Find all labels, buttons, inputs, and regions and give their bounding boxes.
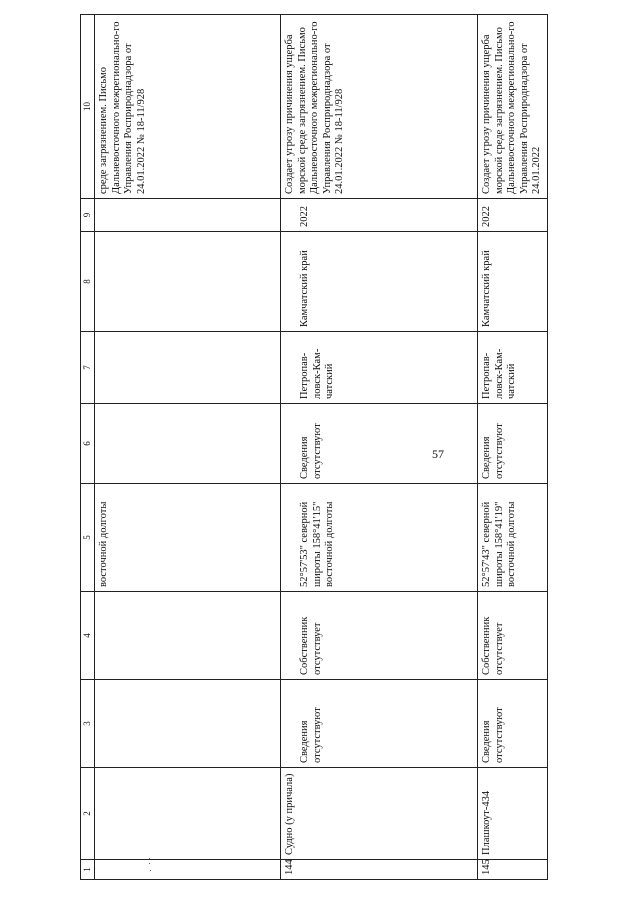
column-header: 1: [81, 860, 95, 880]
cell-text: Петропав-ловск-Кам-чатский: [481, 348, 517, 399]
cell-text: Создает угрозу причинения ущерба морской среде загрязнением. Письмо Дальневосточного межрегионально-го Управления Росприроднадзора от 24.01.2022: [481, 21, 542, 194]
table-cell: [281, 332, 478, 404]
table-cell: [95, 15, 281, 199]
cell-text: 2022: [299, 206, 310, 227]
table-cell: [478, 860, 548, 880]
table-cell: [281, 404, 478, 484]
rotated-table-container: [80, 15, 640, 880]
table-cell: [478, 592, 548, 680]
cell-text: восточной долготы: [98, 501, 109, 587]
table-cell: [281, 860, 478, 880]
table-cell: [281, 232, 478, 332]
column-header: 10: [81, 15, 95, 199]
cell-text: Собственник отсутствует: [481, 616, 505, 675]
cell-text: Петропав-ловск-Кам-чатский: [299, 348, 335, 399]
cell-text: Собственник отсутствует: [299, 616, 323, 675]
cell-text: Камчатский край: [481, 250, 492, 327]
table-cell: [95, 860, 281, 880]
cell-text: Сведения отсутствуют: [481, 423, 505, 479]
cell-text: 2022: [481, 206, 492, 227]
table-cell: [281, 15, 478, 199]
table-cell: [478, 332, 548, 404]
row-number: 145: [481, 859, 492, 875]
page-number: 57: [432, 447, 444, 461]
column-header: 2: [81, 768, 95, 860]
table-row: [478, 15, 548, 880]
column-header: 7: [81, 332, 95, 404]
table-cell: [95, 332, 281, 404]
table-cell: [478, 404, 548, 484]
cell-text: Сведения отсутствуют: [299, 707, 323, 763]
cell-text: Судно (у причала): [284, 773, 295, 855]
table-cell: [478, 680, 548, 768]
cell-text: 52°57'43" северной широты 158°41'19" восточной долготы: [481, 501, 517, 587]
table-cell: [95, 484, 281, 592]
table-cell: [281, 592, 478, 680]
column-header: 9: [81, 199, 95, 232]
table-cell: [95, 680, 281, 768]
table-cell: [281, 199, 478, 232]
table-cell: [281, 484, 478, 592]
registry-table: [80, 14, 548, 880]
column-header: 6: [81, 404, 95, 484]
table-cell: [478, 232, 548, 332]
cell-text: Сведения отсутствуют: [481, 707, 505, 763]
cell-text: Плашкоут-434: [481, 790, 492, 855]
table-cell: [95, 199, 281, 232]
column-header: 3: [81, 680, 95, 768]
table-cell: [95, 768, 281, 860]
table-cell: [478, 15, 548, 199]
table-cell: [281, 768, 478, 860]
cell-text: Сведения отсутствуют: [299, 423, 323, 479]
table-cell: [478, 484, 548, 592]
cell-text: среде загрязнением. Письмо Дальневосточного межрегионально-го Управления Росприроднадзора от 24.01.2022 № 18-11/928: [98, 21, 147, 194]
header-row: [81, 15, 95, 880]
table-cell: [95, 404, 281, 484]
table-cell: [95, 232, 281, 332]
row-number: 144: [284, 859, 295, 875]
table-cell: [478, 199, 548, 232]
column-header: 4: [81, 592, 95, 680]
table-cell: [478, 768, 548, 860]
table-row-continuation: [95, 15, 281, 880]
table-row: [281, 15, 478, 880]
table-cell: [281, 680, 478, 768]
table-cell: [95, 592, 281, 680]
cell-text: Создает угрозу причинения ущерба морской среде загрязнением. Письмо Дальневосточного межрегионально-го Управления Росприроднадзора от 24.01.2022 № 18-11/928: [284, 21, 345, 194]
column-header: 8: [81, 232, 95, 332]
column-header: 5: [81, 484, 95, 592]
cell-text: Камчатский край: [299, 250, 310, 327]
cell-text: 52°57'53" северной широты 158°41'15" восточной долготы: [299, 501, 335, 587]
